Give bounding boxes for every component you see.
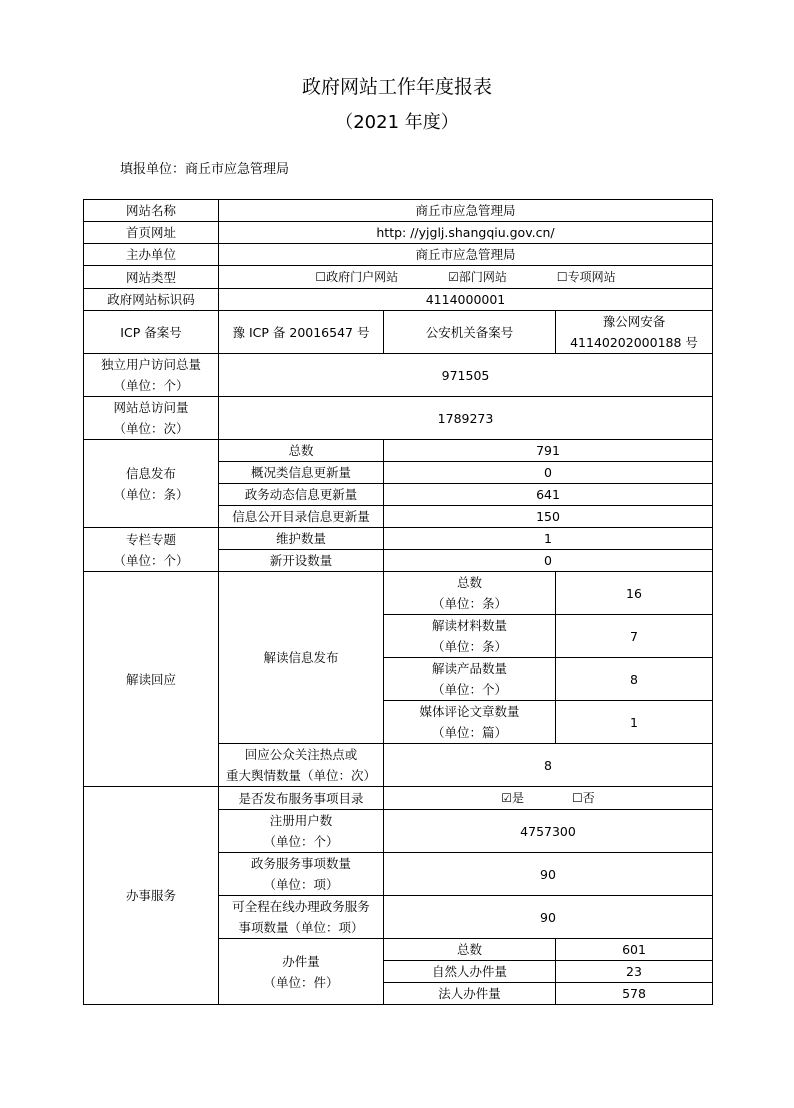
cell-value: 0 (384, 550, 713, 572)
cell-value: 1789273 (219, 397, 713, 440)
cell-value: 4114000001 (219, 289, 713, 311)
cell-label: 解读产品数量 （单位：个） (384, 658, 556, 701)
row-site-type (84, 266, 713, 289)
cell-label: 回应公众关注热点或 重大舆情数量（单位：次） (219, 744, 384, 787)
cell-value (219, 266, 713, 289)
row-service-catalog (84, 787, 713, 810)
cell-value: 1 (384, 528, 713, 550)
cell-value: 23 (556, 961, 713, 983)
cell-value: 578 (556, 983, 713, 1005)
checkbox-no: ☐否 (571, 791, 595, 805)
row-unique-visitors (84, 354, 713, 397)
cell-value: http: //yjglj.shangqiu.gov.cn/ (219, 222, 713, 244)
cell-label: 解读回应 (84, 572, 219, 787)
report-title: 政府网站工作年度报表 (301, 76, 492, 98)
cell-label: 注册用户数 （单位：个） (219, 810, 384, 853)
cell-label: 政务动态信息更新量 (219, 484, 384, 506)
cell-label: 办事服务 (84, 787, 219, 1005)
cell-value: 90 (384, 896, 713, 939)
cell-label: 办件量 （单位：件） (219, 939, 384, 1005)
cell-label: 公安机关备案号 (384, 311, 556, 354)
cell-value: 4757300 (384, 810, 713, 853)
cell-label: 总数 （单位：条） (384, 572, 556, 615)
cell-label: 主办单位 (84, 244, 219, 266)
cell-value: 8 (384, 744, 713, 787)
cell-label: 媒体评论文章数量 （单位：篇） (384, 701, 556, 744)
cell-value: 971505 (219, 354, 713, 397)
cell-value: 791 (384, 440, 713, 462)
checkbox-special: ☐专项网站 (556, 270, 616, 284)
cell-label: 政务服务事项数量 （单位：项） (219, 853, 384, 896)
cell-label: 独立用户访问总量 （单位：个） (84, 354, 219, 397)
cell-label: 概况类信息更新量 (219, 462, 384, 484)
cell-label: 信息发布 （单位：条） (84, 440, 219, 528)
cell-label: 网站总访问量 （单位：次） (84, 397, 219, 440)
cell-label: 信息公开目录信息更新量 (219, 506, 384, 528)
cell-value (384, 787, 713, 810)
cell-value: 商丘市应急管理局 (219, 244, 713, 266)
cell-label: 新开设数量 (219, 550, 384, 572)
cell-value: 150 (384, 506, 713, 528)
row-site-name (84, 200, 713, 222)
cell-label: 总数 (219, 440, 384, 462)
cell-label: 首页网址 (84, 222, 219, 244)
cell-label: 专栏专题 （单位：个） (84, 528, 219, 572)
row-column-maintain (84, 528, 713, 550)
cell-value: 16 (556, 572, 713, 615)
cell-value: 90 (384, 853, 713, 896)
checkbox-department: ☑部门网站 (448, 270, 507, 284)
cell-label: 网站名称 (84, 200, 219, 222)
cell-value: 641 (384, 484, 713, 506)
cell-label: 是否发布服务事项目录 (219, 787, 384, 810)
cell-label: 网站类型 (84, 266, 219, 289)
cell-label: 解读信息发布 (219, 572, 384, 744)
cell-value: 0 (384, 462, 713, 484)
row-interpret-total (84, 572, 713, 615)
cell-label: 维护数量 (219, 528, 384, 550)
checkbox-yes: ☑是 (501, 791, 525, 805)
cell-label: 法人办件量 (384, 983, 556, 1005)
row-info-total (84, 440, 713, 462)
row-page-views (84, 397, 713, 440)
cell-value: 豫公网安备 41140202000188 号 (556, 311, 713, 354)
cell-label: 解读材料数量 （单位：条） (384, 615, 556, 658)
cell-label: 自然人办件量 (384, 961, 556, 983)
cell-value: 豫 ICP 备 20016547 号 (219, 311, 384, 354)
row-site-id (84, 289, 713, 311)
cell-label: 政府网站标识码 (84, 289, 219, 311)
cell-value: 8 (556, 658, 713, 701)
cell-label: 总数 (384, 939, 556, 961)
reporting-unit: 填报单位：商丘市应急管理局 (120, 162, 290, 177)
cell-value: 7 (556, 615, 713, 658)
cell-value: 601 (556, 939, 713, 961)
cell-label: ICP 备案号 (84, 311, 219, 354)
cell-label: 可全程在线办理政务服务 事项数量（单位：项） (219, 896, 384, 939)
row-icp (84, 311, 713, 354)
row-site-url (84, 222, 713, 244)
cell-value: 商丘市应急管理局 (219, 200, 713, 222)
row-host (84, 244, 713, 266)
report-year: （2021 年度） (335, 112, 459, 133)
report-table (83, 199, 713, 1005)
cell-value: 1 (556, 701, 713, 744)
checkbox-portal: ☐政府门户网站 (315, 270, 399, 284)
